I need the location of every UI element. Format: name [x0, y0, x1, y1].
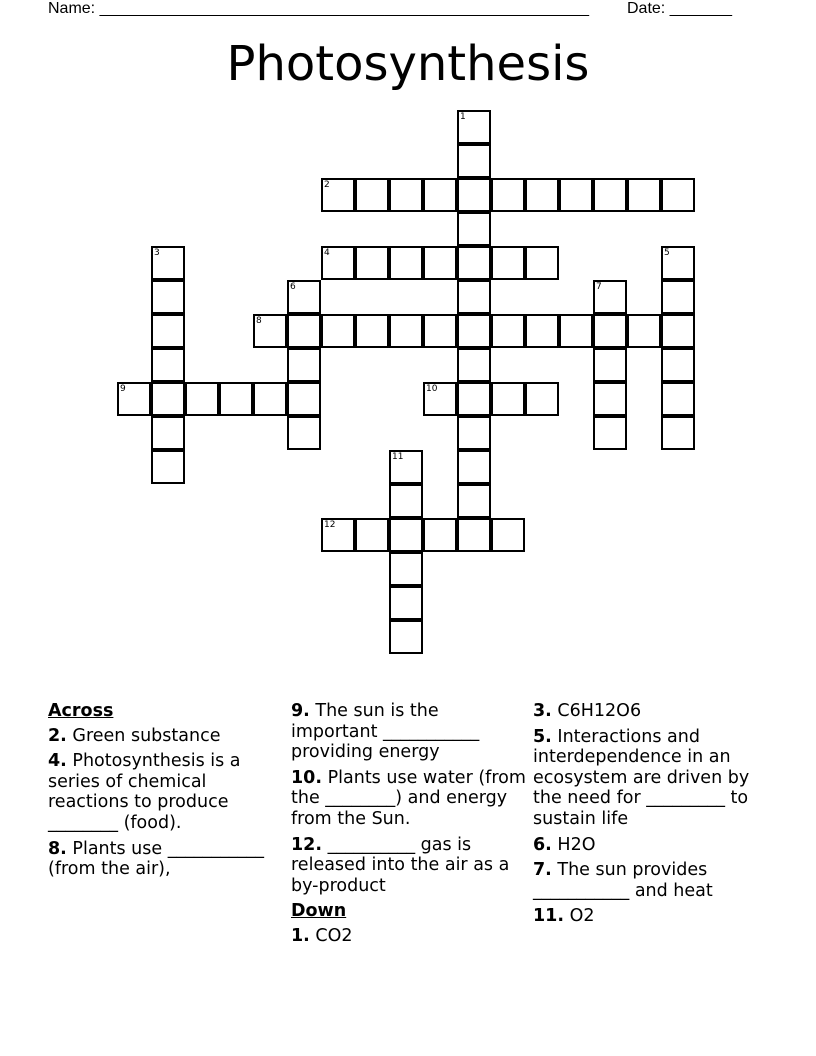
crossword-cell[interactable] — [457, 178, 491, 212]
crossword-cell[interactable] — [151, 246, 185, 280]
crossword-cell[interactable] — [389, 484, 423, 518]
crossword-cell[interactable] — [525, 314, 559, 348]
crossword-cell[interactable] — [525, 246, 559, 280]
clue-text: CO2 — [315, 925, 353, 946]
crossword-cell[interactable] — [457, 382, 491, 416]
crossword-cell[interactable] — [661, 416, 695, 450]
clue-text: The sun provides ___________ and heat — [533, 860, 713, 901]
crossword-cell[interactable] — [593, 314, 627, 348]
clue-number: 10. — [291, 767, 323, 788]
crossword-cell[interactable] — [151, 348, 185, 382]
clue-across-10 — [291, 768, 526, 830]
clue-across-8 — [48, 839, 278, 880]
crossword-cell[interactable] — [661, 348, 695, 382]
clue-number: 2. — [48, 725, 67, 746]
clue-column-3 — [533, 701, 773, 932]
clue-down-1 — [291, 926, 526, 947]
crossword-cell[interactable] — [253, 314, 287, 348]
cell-number: 7 — [596, 282, 602, 292]
cell-number: 6 — [290, 282, 296, 292]
crossword-cell[interactable] — [661, 178, 695, 212]
crossword-cell[interactable] — [151, 416, 185, 450]
clue-text: Photosynthesis is a series of chemical reactions to produce ________ (food). — [48, 751, 241, 833]
crossword-cell[interactable] — [457, 416, 491, 450]
crossword-cell[interactable] — [661, 314, 695, 348]
crossword-cell[interactable] — [457, 144, 491, 178]
cell-number: 8 — [256, 316, 262, 326]
crossword-cell[interactable] — [321, 314, 355, 348]
crossword-cell[interactable] — [627, 314, 661, 348]
clue-text: H2O — [557, 834, 596, 855]
clue-number: 8. — [48, 838, 67, 859]
name-field[interactable]: Name: _______________________________________________________ — [48, 0, 589, 17]
crossword-cell[interactable] — [389, 620, 423, 654]
crossword-cell[interactable] — [491, 178, 525, 212]
crossword-cell[interactable] — [661, 382, 695, 416]
cell-number: 5 — [664, 248, 670, 258]
crossword-cell[interactable] — [457, 518, 491, 552]
crossword-cell[interactable] — [491, 382, 525, 416]
clue-text: C6H12O6 — [557, 701, 642, 721]
cell-number: 1 — [460, 112, 466, 122]
clue-down-6 — [533, 835, 773, 856]
crossword-cell[interactable] — [423, 178, 457, 212]
crossword-cell[interactable] — [287, 382, 321, 416]
clue-down-7 — [533, 860, 773, 901]
clue-text: The sun is the important ___________ providing energy — [291, 701, 480, 763]
crossword-cell[interactable] — [593, 280, 627, 314]
date-field[interactable]: Date: _______ — [627, 0, 732, 17]
crossword-cell[interactable] — [355, 178, 389, 212]
clue-number: 5. — [533, 726, 552, 747]
crossword-cell[interactable] — [151, 314, 185, 348]
clue-number: 9. — [291, 701, 310, 721]
crossword-cell[interactable] — [457, 110, 491, 144]
crossword-cell[interactable] — [423, 382, 457, 416]
cell-number: 9 — [120, 384, 126, 394]
crossword-cell[interactable] — [593, 416, 627, 450]
page-title: Photosynthesis — [226, 36, 590, 92]
crossword-cell[interactable] — [389, 518, 423, 552]
crossword-cell[interactable] — [661, 246, 695, 280]
cell-number: 12 — [324, 520, 336, 530]
crossword-cell[interactable] — [491, 314, 525, 348]
crossword-cell[interactable] — [389, 178, 423, 212]
crossword-cell[interactable] — [355, 314, 389, 348]
clue-number: 1. — [291, 925, 310, 946]
crossword-cell[interactable] — [525, 382, 559, 416]
clue-text: __________ gas is released into the air as a by-product — [291, 834, 510, 896]
crossword-cell[interactable] — [559, 178, 593, 212]
clue-number: 11. — [533, 906, 565, 927]
crossword-cell[interactable] — [389, 246, 423, 280]
across-heading: Across — [48, 701, 114, 721]
clue-column-1 — [48, 701, 278, 885]
cell-number: 11 — [392, 452, 404, 462]
cell-number: 3 — [154, 248, 160, 258]
clue-number: 4. — [48, 751, 67, 772]
down-heading: Down — [291, 901, 347, 922]
clue-across-9 — [291, 701, 526, 763]
crossword-cell[interactable] — [287, 280, 321, 314]
crossword-cell[interactable] — [627, 178, 661, 212]
clue-number: 12. — [291, 834, 323, 855]
crossword-cell[interactable] — [321, 178, 355, 212]
crossword-cell[interactable] — [457, 212, 491, 246]
crossword-cell[interactable] — [389, 552, 423, 586]
crossword-cell[interactable] — [219, 382, 253, 416]
clue-column-2 — [291, 701, 526, 952]
clue-text: Plants use water (from the ________) and energy from the Sun. — [291, 767, 526, 829]
crossword-cell[interactable] — [355, 246, 389, 280]
crossword-cell[interactable] — [593, 348, 627, 382]
clue-text: Green substance — [72, 725, 221, 746]
crossword-cell[interactable] — [355, 518, 389, 552]
clue-down-5 — [533, 727, 773, 830]
clue-down-11 — [533, 906, 773, 927]
clue-text: Plants use ___________ (from the air), — [48, 838, 264, 880]
crossword-cell[interactable] — [491, 246, 525, 280]
crossword-cell[interactable] — [661, 280, 695, 314]
cell-number: 2 — [324, 180, 330, 190]
crossword-cell[interactable] — [151, 382, 185, 416]
crossword-cell[interactable] — [287, 348, 321, 382]
crossword-cell[interactable] — [287, 314, 321, 348]
clue-across-2 — [48, 726, 278, 747]
cell-number: 10 — [426, 384, 438, 394]
crossword-cell[interactable] — [321, 246, 355, 280]
crossword-cell[interactable] — [593, 382, 627, 416]
crossword-cell[interactable] — [117, 382, 151, 416]
crossword-cell[interactable] — [389, 450, 423, 484]
crossword-cell[interactable] — [321, 518, 355, 552]
clue-down-3 — [533, 701, 773, 722]
clue-across-12 — [291, 835, 526, 897]
clue-text: O2 — [569, 906, 595, 927]
crossword-cell[interactable] — [151, 450, 185, 484]
crossword-cell[interactable] — [457, 450, 491, 484]
crossword-cell[interactable] — [389, 314, 423, 348]
clue-text: Interactions and interdependence in an ecosystem are driven by the need for _________ to sustain life — [533, 726, 750, 829]
crossword-cell[interactable] — [287, 416, 321, 450]
crossword-cell[interactable] — [457, 484, 491, 518]
clue-number: 6. — [533, 834, 552, 855]
crossword-cell[interactable] — [389, 586, 423, 620]
crossword-cell[interactable] — [457, 280, 491, 314]
crossword-cell[interactable] — [423, 246, 457, 280]
clue-number: 7. — [533, 860, 552, 881]
crossword-cell[interactable] — [593, 178, 627, 212]
crossword-cell[interactable] — [559, 314, 593, 348]
clue-number: 3. — [533, 701, 552, 721]
crossword-cell[interactable] — [457, 348, 491, 382]
crossword-cell[interactable] — [491, 518, 525, 552]
crossword-cell[interactable] — [253, 382, 287, 416]
crossword-cell[interactable] — [525, 178, 559, 212]
crossword-cell[interactable] — [151, 280, 185, 314]
cell-number: 4 — [324, 248, 330, 258]
crossword-cell[interactable] — [457, 314, 491, 348]
clue-across-4 — [48, 751, 278, 833]
crossword-cell[interactable] — [423, 314, 457, 348]
crossword-cell[interactable] — [457, 246, 491, 280]
crossword-cell[interactable] — [185, 382, 219, 416]
crossword-cell[interactable] — [423, 518, 457, 552]
